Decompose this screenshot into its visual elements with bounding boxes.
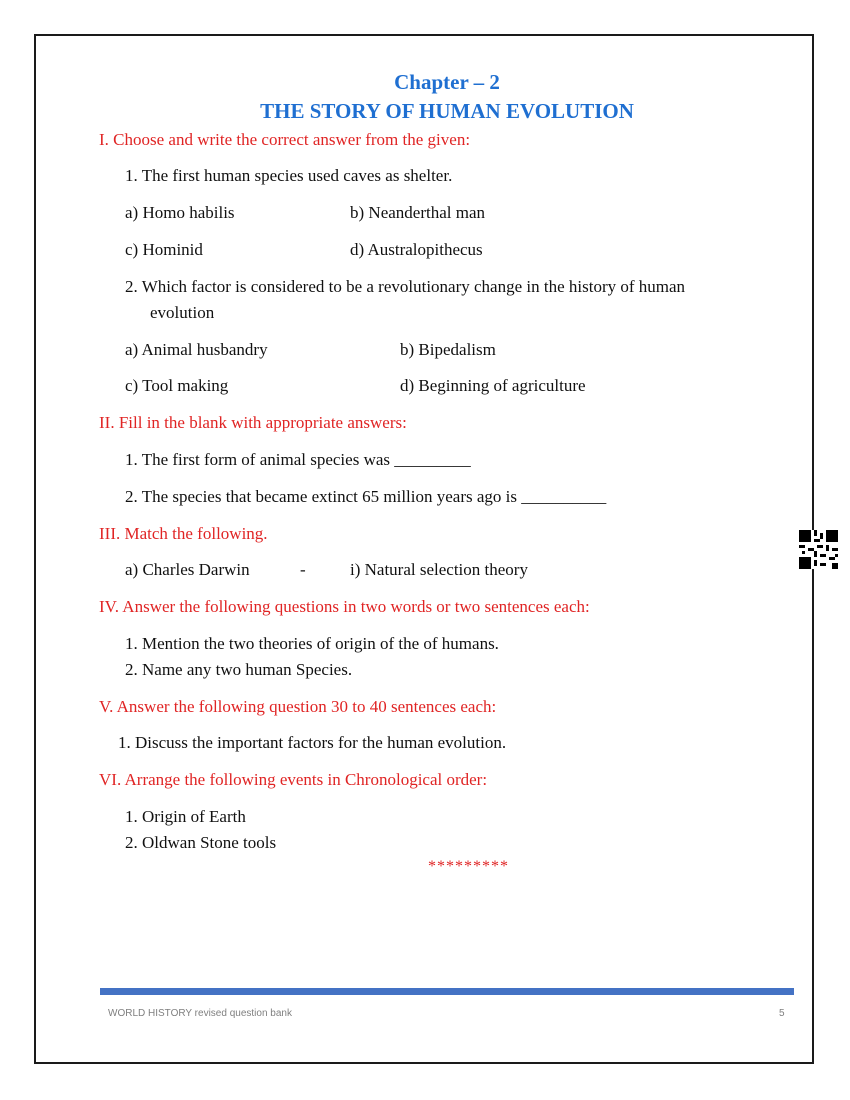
- chapter-title: THE STORY OF HUMAN EVOLUTION: [260, 99, 634, 123]
- s2-q2: 2. The species that became extinct 65 million years ago is __________: [125, 487, 607, 506]
- section-4-heading: IV. Answer the following questions in two words or two sentences each:: [99, 597, 590, 616]
- s4-q1: 1. Mention the two theories of origin of the of humans.: [125, 634, 499, 653]
- s1-q2-option-b: b) Bipedalism: [400, 340, 496, 359]
- section-1-heading: I. Choose and write the correct answer from the given:: [99, 130, 471, 149]
- s1-q2-option-d: d) Beginning of agriculture: [400, 376, 586, 395]
- section-2-heading: II. Fill in the blank with appropriate answers:: [99, 413, 407, 432]
- page-border: [34, 34, 814, 1064]
- s1-q1-option-b: b) Neanderthal man: [350, 203, 485, 222]
- end-of-chapter-stars: *********: [428, 858, 509, 875]
- s1-q2-question-line2: evolution: [150, 303, 215, 322]
- footer-rule: [100, 988, 794, 995]
- section-6-heading: VI. Arrange the following events in Chronological order:: [99, 770, 488, 789]
- s1-q1-option-c: c) Hominid: [125, 240, 203, 259]
- s3-match-dash: -: [300, 560, 306, 579]
- s5-q1: 1. Discuss the important factors for the human evolution.: [118, 733, 507, 752]
- page-number: 5: [779, 1008, 785, 1019]
- s1-q1-question: 1. The first human species used caves as shelter.: [125, 166, 453, 185]
- s3-match-left: a) Charles Darwin: [125, 560, 250, 579]
- s1-q2-question-line1: 2. Which factor is considered to be a revolutionary change in the history of human: [125, 277, 686, 296]
- footer-label: WORLD HISTORY revised question bank: [108, 1008, 292, 1019]
- qr-code-icon: [799, 530, 838, 569]
- s3-match-right: i) Natural selection theory: [350, 560, 528, 579]
- s1-q2-option-c: c) Tool making: [125, 376, 229, 395]
- s6-q1: 1. Origin of Earth: [125, 807, 246, 826]
- s2-q1: 1. The first form of animal species was _________: [125, 450, 471, 469]
- s6-q2: 2. Oldwan Stone tools: [125, 833, 277, 852]
- s4-q2: 2. Name any two human Species.: [125, 660, 353, 679]
- s1-q1-option-a: a) Homo habilis: [125, 203, 235, 222]
- section-3-heading: III. Match the following.: [99, 524, 268, 543]
- chapter-label: Chapter – 2: [394, 70, 500, 94]
- s1-q1-option-d: d) Australopithecus: [350, 240, 483, 259]
- section-5-heading: V. Answer the following question 30 to 40 sentences each:: [99, 697, 497, 716]
- s1-q2-option-a: a) Animal husbandry: [125, 340, 268, 359]
